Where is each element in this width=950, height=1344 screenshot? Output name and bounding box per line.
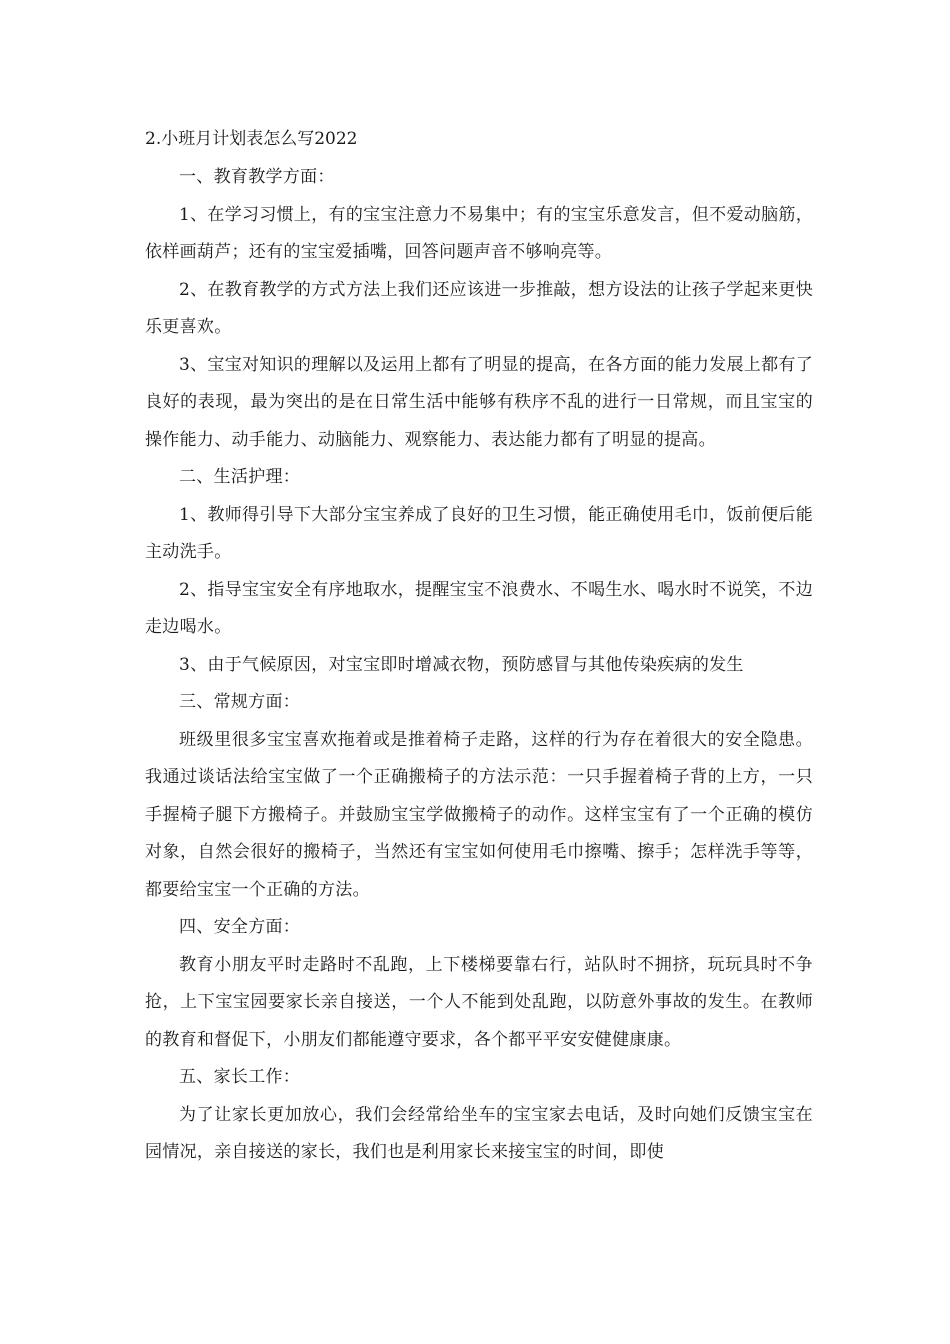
paragraph: 3、由于气候原因，对宝宝即时增减衣物，预防感冒与其他传染疾病的发生 xyxy=(179,654,744,675)
section-heading-teaching: 一、教育教学方面： xyxy=(179,167,335,187)
paragraph: 3、宝宝对知识的理解以及运用上都有了明显的提高，在各方面的能力发展上都有了良好的表现，最为突出的是在日常生活中能够有秩序不乱的进行一日常规，而且宝宝的操作能力、动手能力、动脑能力、观察能力、表达能力都有了明显的提高。 xyxy=(145,354,813,450)
paragraph: 1、教师得引导下大部分宝宝养成了良好的卫生习惯，能正确使用毛巾，饭前便后能主动洗手。 xyxy=(145,504,813,562)
paragraph: 为了让家长更加放心，我们会经常给坐车的宝宝家去电话，及时向她们反馈宝宝在园情况，亲自接送的家长，我们也是利用家长来接宝宝的时间，即使 xyxy=(145,1104,813,1162)
section-heading-routine: 三、常规方面： xyxy=(179,692,301,712)
section-heading-safety: 四、安全方面： xyxy=(179,917,301,937)
section-heading-parents: 五、家长工作： xyxy=(179,1067,301,1087)
document-body xyxy=(145,159,813,1172)
paragraph: 2、指导宝宝安全有序地取水，提醒宝宝不浪费水、不喝生水、喝水时不说笑，不边走边喝水。 xyxy=(145,579,813,637)
document-title: 2.小班月计划表怎么写2022 xyxy=(145,129,358,149)
section-heading-life-care: 二、生活护理： xyxy=(179,467,301,487)
paragraph: 教育小朋友平时走路时不乱跑，上下楼梯要靠右行，站队时不拥挤，玩玩具时不争抢，上下宝宝园要家长亲自接送，一个人不能到处乱跑，以防意外事故的发生。在教师的教育和督促下，小朋友们都能遵守要求，各个都平平安安健健康康。 xyxy=(145,954,813,1050)
paragraph: 2、在教育教学的方式方法上我们还应该进一步推敲，想方设法的让孩子学起来更快乐更喜欢。 xyxy=(145,279,813,337)
paragraph: 班级里很多宝宝喜欢拖着或是推着椅子走路，这样的行为存在着很大的安全隐患。我通过谈话法给宝宝做了一个正确搬椅子的方法示范：一只手握着椅子背的上方，一只手握椅子腿下方搬椅子。并鼓励宝宝学做搬椅子的动作。这样宝宝有了一个正确的模仿对象，自然会很好的搬椅子，当然还有宝宝如何使用毛巾擦嘴、擦手；怎样洗手等等，都要给宝宝一个正确的方法。 xyxy=(145,729,813,900)
paragraph: 1、在学习习惯上，有的宝宝注意力不易集中；有的宝宝乐意发言，但不爱动脑筋，依样画葫芦；还有的宝宝爱插嘴，回答问题声音不够响亮等。 xyxy=(145,204,813,262)
